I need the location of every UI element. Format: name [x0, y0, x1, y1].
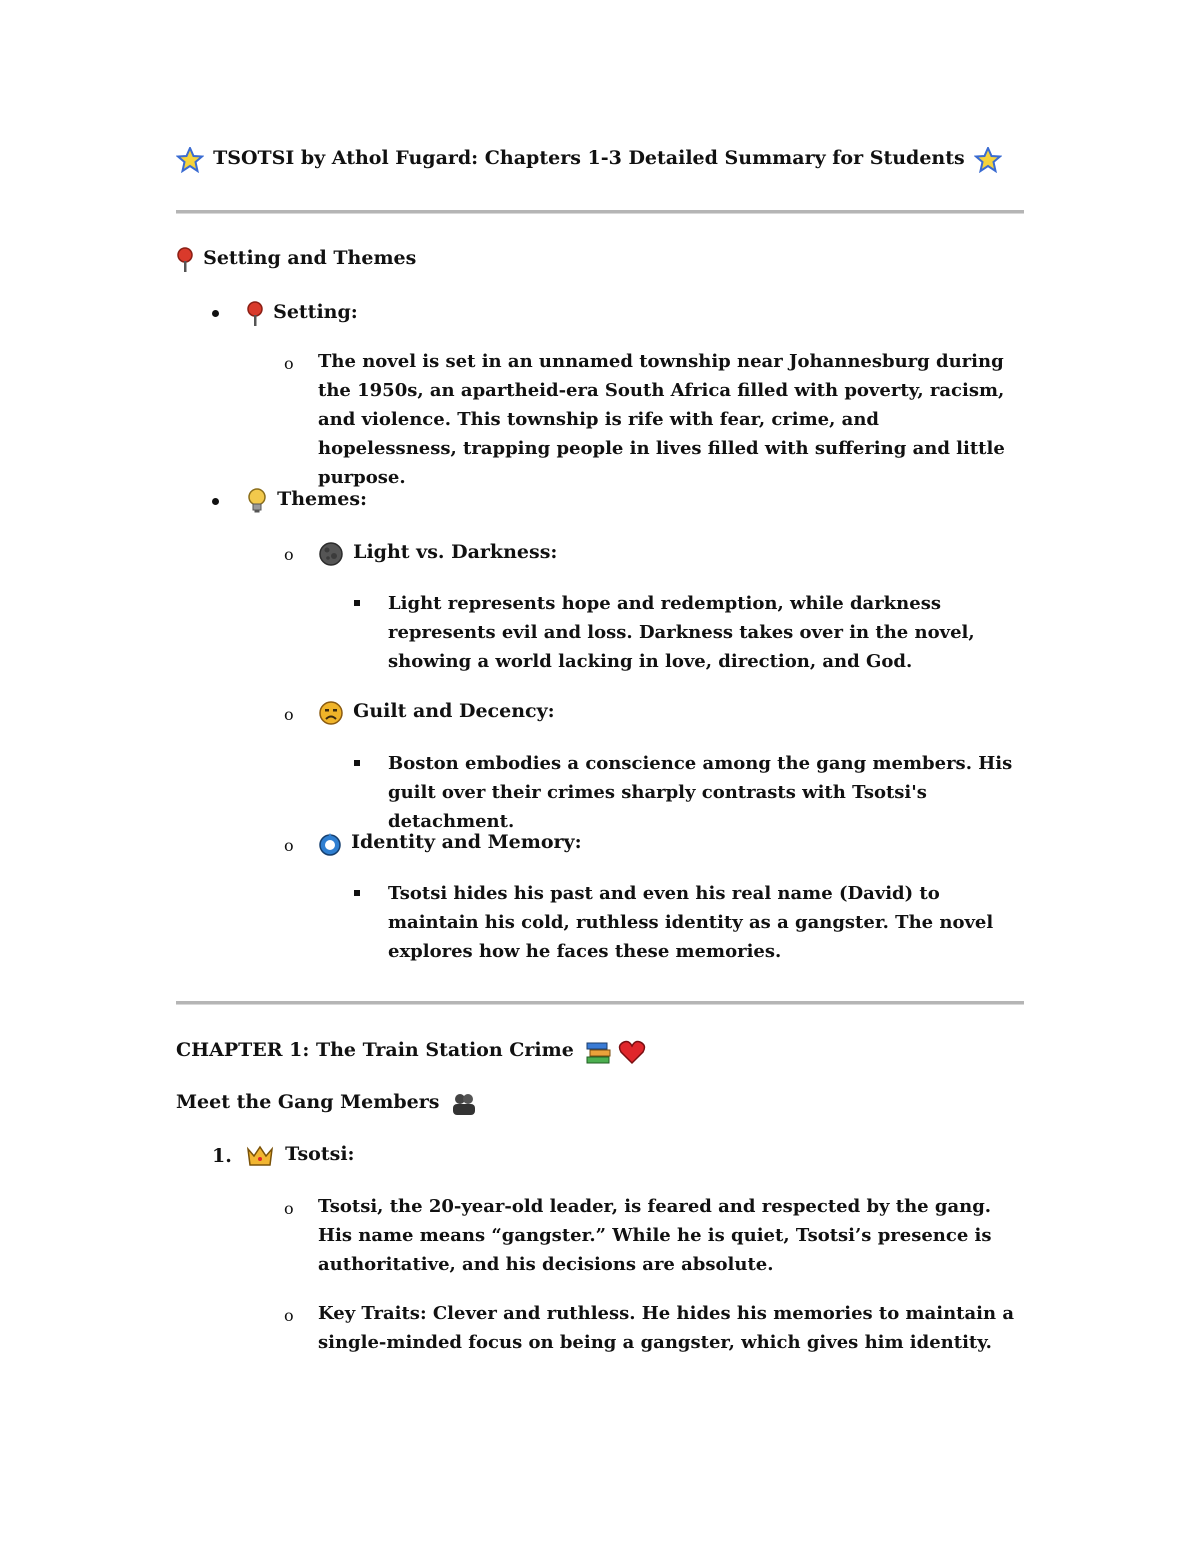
bullet-square — [354, 760, 360, 766]
list-number: 1. — [212, 1145, 232, 1167]
red-heart-icon — [618, 1039, 646, 1065]
themes-label-row — [246, 487, 367, 514]
books-icon — [585, 1039, 613, 1065]
bullet-hollow: o — [284, 354, 294, 373]
setting-label-row — [246, 300, 358, 327]
theme3-text: Tsotsi hides his past and even his real name (David) to maintain his cold, ruthless identity as a gangster. The novel explores how he faces these memories. — [388, 883, 994, 962]
chapter1-heading-row — [176, 1038, 646, 1065]
bullet-disc — [212, 498, 219, 505]
theme2-text: Boston embodies a conscience among the gang members. His guilt over their crimes sharply contrasts with Tsotsi's detachment. — [388, 753, 1013, 832]
bullet-hollow: o — [284, 705, 294, 724]
gang-heading-row — [176, 1090, 477, 1117]
setting-text: The novel is set in an unnamed township near Johannesburg during the 1950s, an apartheid-era South Africa filled with poverty, racism, and violence. This township is rife with fear, crime, and hopelessness, trapping people in lives filled with suffering and little purpose. — [318, 351, 1005, 488]
theme3-label: Identity and Memory: — [351, 831, 582, 853]
horizontal-rule — [176, 210, 1024, 214]
horizontal-rule — [176, 1001, 1024, 1005]
tsotsi-label-row — [246, 1142, 355, 1169]
theme1-label-row — [318, 540, 557, 567]
pushpin-icon — [176, 247, 194, 273]
chapter1-heading: CHAPTER 1: The Train Station Crime — [176, 1039, 574, 1061]
theme2-label-row — [318, 699, 555, 726]
bullet-square — [354, 890, 360, 896]
bullet-disc — [212, 310, 219, 317]
crown-icon — [246, 1143, 274, 1169]
gang-icon — [451, 1091, 477, 1117]
bullet-hollow: o — [284, 1199, 294, 1218]
themes-label: Themes: — [277, 488, 368, 510]
theme1-text: Light represents hope and redemption, while darkness represents evil and loss. Darkness takes over in the novel, showing a world lacking in love, direction, and God. — [388, 593, 975, 672]
new-moon-icon — [318, 541, 344, 567]
lightbulb-icon — [246, 488, 268, 514]
page-title: TSOTSI by Athol Fugard: Chapters 1-3 Detailed Summary for Students — [213, 147, 965, 169]
sparkle-star-icon — [176, 147, 204, 173]
bullet-square — [354, 600, 360, 606]
gang-subheading: Meet the Gang Members — [176, 1091, 440, 1113]
setting-label: Setting: — [273, 301, 358, 323]
frowning-face-icon — [318, 700, 344, 726]
theme1-label: Light vs. Darkness: — [353, 541, 558, 563]
tsotsi-text: Tsotsi, the 20-year-old leader, is feared and respected by the gang. His name means “gangster.” While he is quiet, Tsotsi’s presence is authoritative, and his decisions are absolute. — [318, 1196, 992, 1275]
title-row — [176, 146, 1002, 173]
bullet-hollow: o — [284, 836, 294, 855]
theme3-label-row — [318, 830, 582, 857]
pushpin-icon — [246, 301, 264, 327]
section-heading-row — [176, 246, 416, 273]
theme2-label: Guilt and Decency: — [353, 700, 555, 722]
tsotsi-label: Tsotsi: — [285, 1143, 355, 1165]
bullet-hollow: o — [284, 545, 294, 564]
blue-orb-icon — [318, 831, 342, 857]
sparkle-star-icon — [974, 147, 1002, 173]
bullet-hollow: o — [284, 1306, 294, 1325]
tsotsi-traits-text: Key Traits: Clever and ruthless. He hides his memories to maintain a single-minded focus on being a gangster, which gives him identity. — [318, 1303, 1014, 1353]
section-heading: Setting and Themes — [203, 247, 417, 269]
